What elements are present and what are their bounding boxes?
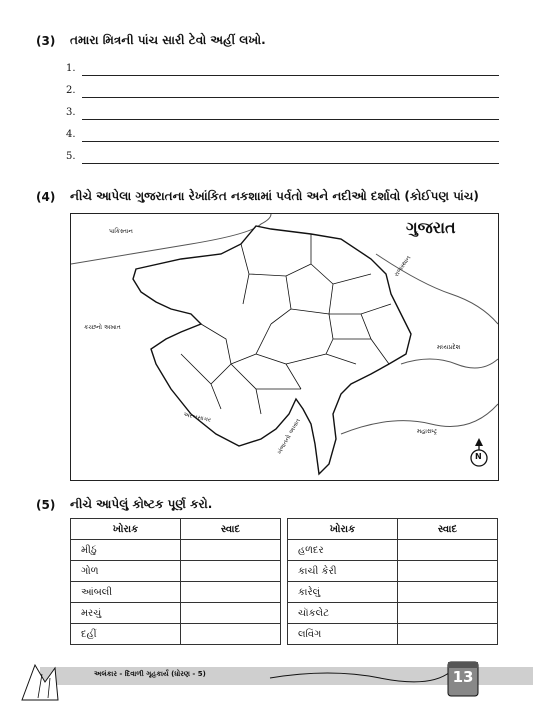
page-footer: [0, 660, 533, 703]
question-number: (5): [36, 497, 56, 512]
line-number: 3.: [66, 107, 76, 118]
answer-line[interactable]: [66, 63, 499, 85]
question-number: (4): [36, 189, 56, 204]
food-cell: કારેલું: [288, 582, 398, 603]
footer-text: અલંકાર - દિવાળી ગૃહકાર્ય (ધોરણ - 5): [94, 670, 206, 678]
label-kutch-gulf: કચ્છનો અખાત: [84, 324, 121, 331]
table-row: [288, 624, 498, 645]
taste-cell[interactable]: [398, 582, 498, 603]
north-letter: N: [475, 452, 482, 461]
table-header-row: [71, 519, 281, 540]
table-header-row: [288, 519, 498, 540]
taste-cell[interactable]: [398, 561, 498, 582]
gujarat-outline: [133, 226, 411, 474]
taste-cell[interactable]: [398, 540, 498, 561]
table-row: [71, 603, 281, 624]
line-number: 4.: [66, 129, 76, 140]
table-row: [71, 540, 281, 561]
taste-cell[interactable]: [181, 540, 281, 561]
food-cell: હળદર: [288, 540, 398, 561]
question-number: (3): [36, 33, 56, 48]
table-row: [288, 540, 498, 561]
table-row: [71, 582, 281, 603]
question-text: તમારા મિત્રની પાંચ સારી ટેવો અહીં લખો.: [70, 33, 266, 47]
map-title: ગુજરાત: [406, 218, 456, 237]
food-cell: ગોળ: [71, 561, 181, 582]
question-3: [36, 33, 266, 48]
line-number: 2.: [66, 85, 76, 96]
label-maharashtra: મહારાષ્ટ્ર: [417, 428, 438, 435]
table-row: [288, 561, 498, 582]
line-number: 1.: [66, 63, 76, 74]
table-row: [71, 561, 281, 582]
label-arabian-sea: અરબસાગર: [182, 411, 212, 424]
table-row: [288, 603, 498, 624]
taste-cell[interactable]: [181, 603, 281, 624]
question-text: નીચે આપેલા ગુજરાતના રેખાંકિત નકશામાં પર્વતો અને નદીઓ દર્શાવો (કોઈપણ પાંચ): [70, 189, 479, 203]
question-4: [36, 189, 479, 204]
taste-cell[interactable]: [398, 624, 498, 645]
label-madhyapradesh: મધ્યપ્રદેશ: [437, 344, 461, 351]
header-taste: સ્વાદ: [181, 519, 281, 540]
gujarat-map: [70, 213, 499, 481]
food-cell: કાચી કેરી: [288, 561, 398, 582]
food-cell: આંબલી: [71, 582, 181, 603]
food-taste-table-right: [287, 518, 498, 645]
page-number: 13: [452, 668, 474, 686]
header-food: ખોરાક: [71, 519, 181, 540]
answer-line[interactable]: [66, 85, 499, 107]
taste-cell[interactable]: [398, 603, 498, 624]
line-number: 5.: [66, 151, 76, 162]
question-5: [36, 497, 212, 512]
question-text: નીચે આપેલું કોષ્ટક પૂર્ણ કરો.: [70, 497, 213, 511]
header-taste: સ્વાદ: [398, 519, 498, 540]
food-taste-table-left: [70, 518, 281, 645]
food-cell: ચૉકલેટ: [288, 603, 398, 624]
taste-cell[interactable]: [181, 561, 281, 582]
label-pakistan: પાકિસ્તાન: [109, 228, 133, 235]
answer-line[interactable]: [66, 107, 499, 129]
food-cell: દહીં: [71, 624, 181, 645]
label-rajasthan: રાજસ્થાન: [393, 254, 413, 279]
label-khambhat-gulf: ખંભાતનો અખાત: [276, 417, 302, 456]
table-row: [288, 582, 498, 603]
taste-cell[interactable]: [181, 624, 281, 645]
food-cell: મીઠું: [71, 540, 181, 561]
food-cell: લવિંગ: [288, 624, 398, 645]
taste-cell[interactable]: [181, 582, 281, 603]
header-food: ખોરાક: [288, 519, 398, 540]
food-cell: મરચું: [71, 603, 181, 624]
table-row: [71, 624, 281, 645]
answer-line[interactable]: [66, 129, 499, 151]
answer-line[interactable]: [66, 151, 499, 173]
